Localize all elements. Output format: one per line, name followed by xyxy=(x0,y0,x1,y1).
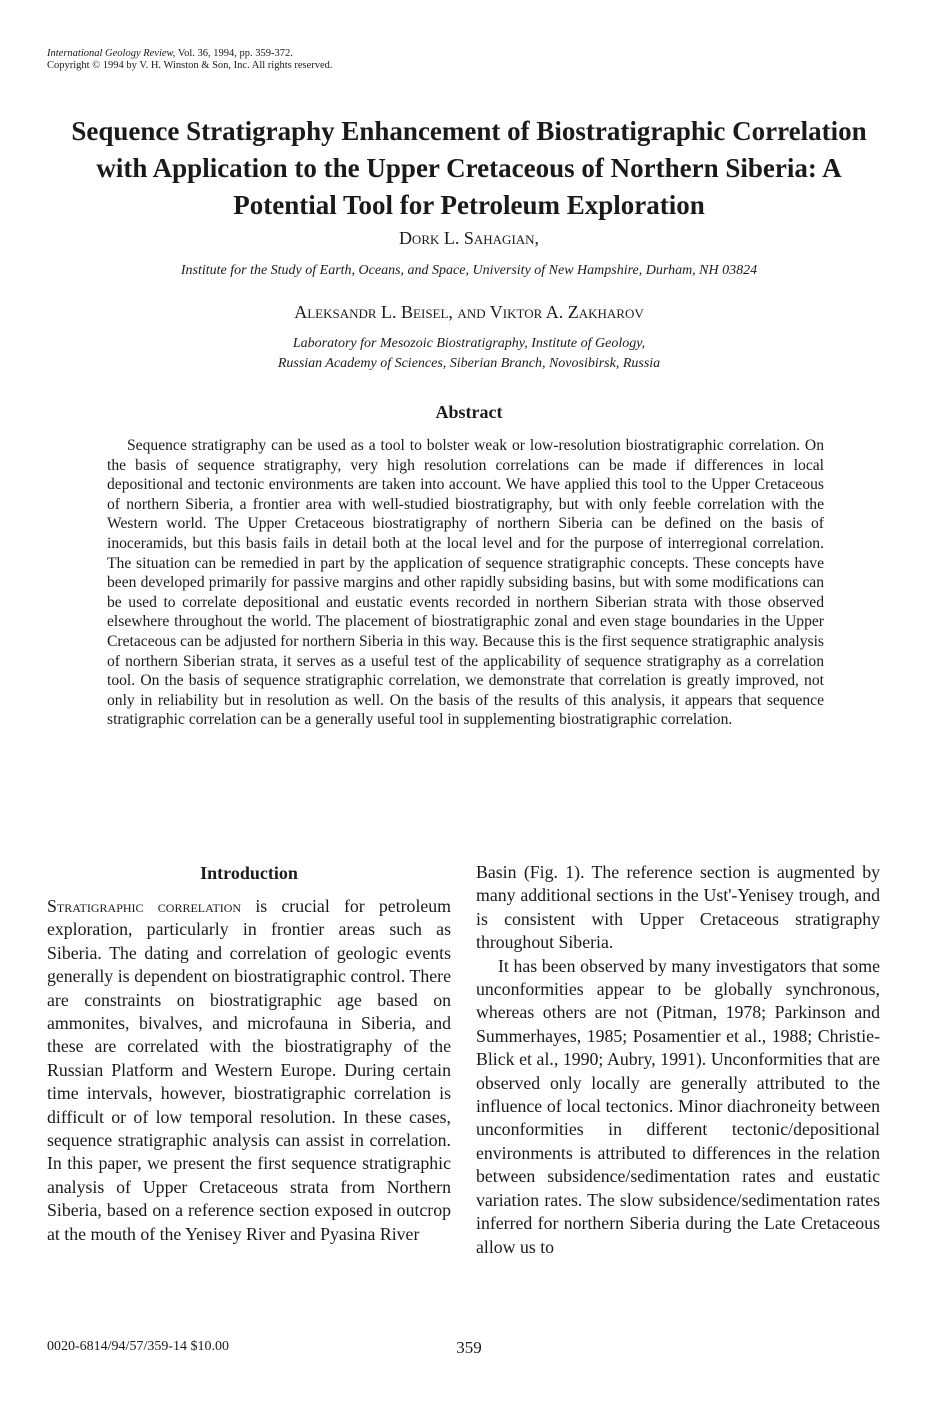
affiliation-2-line-1: Laboratory for Mesozoic Biostratigraphy, Institute of Geology, xyxy=(292,336,646,351)
right-paragraph-1: Basin (Fig. 1). The reference section is augmented by many additional sections in the Ust'-Yenisey trough, and is consistent with Upper Cretaceous stratigraphy throughout Siberia. xyxy=(476,862,880,953)
affiliation-2-line-2: Russian Academy of Sciences, Siberian Branch, Novosibirsk, Russia xyxy=(277,356,661,371)
affiliation-1: Institute for the Study of Earth, Oceans, and Space, University of New Hampshire, Durham, NH 03824 xyxy=(180,263,758,278)
journal-citation xyxy=(47,48,333,72)
journal-volume: Vol. 36, 1994, pp. 359-372. xyxy=(175,48,293,59)
article-code: 0020-6814/94/57/359-14 $10.00 xyxy=(47,1339,229,1354)
introduction-paragraph xyxy=(47,895,451,1246)
introduction-left-text: is crucial for petroleum exploration, particularly in frontier areas such as Siberia. The dating and correlation of geologic events generally is dependent on biostratigraphic control. There are constraints on biostratigraphic age based on ammonites, bivalves, and microfauna in Siberia, and these are correlated with the biostratigraphy of the Russian Platform and Western Europe. During certain time intervals, however, biostratigraphic correlation is difficult or of low temporal resolution. In these cases, sequence stratigraphic analysis can assist in correlation. In this paper, we present the first sequence stratigraphic analysis of Upper Cretaceous strata from Northern Siberia, based on a reference section exposed in outcrop at the mouth of the Yenisey River and Pyasina River xyxy=(47,896,451,1244)
left-column xyxy=(47,861,451,1246)
right-paragraph-2: It has been observed by many investigators that some unconformities appear to be globally synchronous, whereas others are not (Pitman, 1978; Parkinson and Summerhayes, 1985; Posamentier et al., 1988; Christie-Blick et al., 1990; Aubry, 1991). Unconformities that are observed only locally are generally attributed to the influence of local tectonics. Minor diachroneity between unconformities in different tectonic/depositional environments is attributed to differences in the relation between subsidence/sedimentation rates and eustatic variation rates. The slow subsidence/sedimentation rates inferred for northern Siberia during the Late Cretaceous allow us to xyxy=(476,955,880,1257)
journal-line-1 xyxy=(47,48,333,60)
lead-in-small-caps: Stratigraphic correlation xyxy=(47,896,242,916)
abstract-text: Sequence stratigraphy can be used as a tool to bolster weak or low-resolution biostratigraphic correlation. On the basis of sequence stratigraphy, very high resolution correlations can be made if differences in local depositional and tectonic environments are taken into account. We have applied this tool to the Upper Cretaceous of northern Siberia, a frontier area with well-studied biostratigraphy, but with only feeble correlation with the Western world. The Upper Cretaceous biostratigraphy of northern Siberia can be defined on the basis of inoceramids, but this basis fails in detail both at the local level and for the purpose of interregional correlation. The situation can be remedied in part by the application of sequence stratigraphic concepts. These concepts have been developed primarily for passive margins and other rapidly subsiding basins, but with some modifications can be used to correlate depositional and eustatic events recorded in northern Siberian strata with those observed elsewhere throughout the world. The placement of biostratigraphic zonal and even stage boundaries in the Upper Cretaceous can be adjusted for northern Siberia in this way. Because this is the first sequence stratigraphic analysis of northern Siberian strata, it serves as a useful test of the applicability of sequence stratigraphy as a correlation tool. On the basis of sequence stratigraphic correlation, we demonstrate that correlation is greatly improved, not only in reliability but in resolution as well. On the basis of the results of this analysis, it appears that sequence stratigraphic correlation can be a generally useful tool in supplementing biostratigraphic correlation. xyxy=(107,437,824,729)
page-number: 359 xyxy=(456,1338,482,1357)
paper-title: Sequence Stratigraphy Enhancement of Biostratigraphic Correlation with Application to the Upper Cretaceous of Northern Siberia: A Potential Tool for Petroleum Exploration xyxy=(71,116,867,220)
introduction-heading: Introduction xyxy=(200,863,298,883)
journal-name: International Geology Review, xyxy=(47,48,176,59)
author-line-1: Dork L. Sahagian, xyxy=(398,228,540,248)
author-line-2: Aleksandr L. Beisel, and Viktor A. Zakharov xyxy=(294,302,644,322)
copyright-line: Copyright © 1994 by V. H. Winston & Son, Inc. All rights reserved. xyxy=(47,60,333,71)
right-column xyxy=(476,861,880,1259)
abstract-heading: Abstract xyxy=(435,402,503,422)
